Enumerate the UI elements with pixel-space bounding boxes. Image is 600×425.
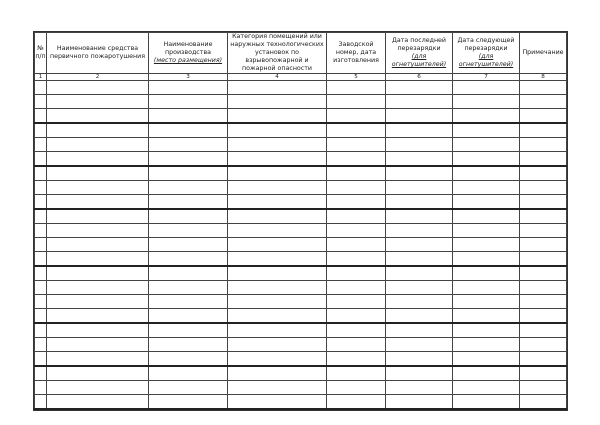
table-cell[interactable] bbox=[453, 123, 520, 138]
table-cell[interactable] bbox=[35, 123, 47, 138]
table-cell[interactable] bbox=[327, 195, 386, 210]
table-row bbox=[35, 323, 567, 338]
table-cell[interactable] bbox=[453, 252, 520, 267]
table-row bbox=[35, 295, 567, 309]
table-cell[interactable] bbox=[228, 195, 327, 210]
table-cell[interactable] bbox=[149, 266, 228, 281]
table-cell[interactable] bbox=[453, 195, 520, 210]
table-cell[interactable] bbox=[149, 381, 228, 395]
table-cell[interactable] bbox=[453, 295, 520, 309]
table-cell[interactable] bbox=[228, 366, 327, 381]
table-cell[interactable] bbox=[47, 266, 149, 281]
table-cell[interactable] bbox=[453, 366, 520, 381]
table-cell[interactable] bbox=[386, 238, 453, 252]
table-cell[interactable] bbox=[386, 281, 453, 295]
table-row bbox=[35, 381, 567, 395]
table-cell[interactable] bbox=[228, 381, 327, 395]
table-cell[interactable] bbox=[386, 166, 453, 181]
column-header-note: (место размещения) bbox=[153, 57, 223, 64]
table-row bbox=[35, 166, 567, 181]
table-cell[interactable] bbox=[327, 123, 386, 138]
table-cell[interactable] bbox=[520, 109, 567, 124]
table-cell[interactable] bbox=[47, 238, 149, 252]
table-cell[interactable] bbox=[149, 338, 228, 352]
table-cell[interactable] bbox=[327, 209, 386, 224]
column-header-production bbox=[149, 33, 228, 74]
table-cell[interactable] bbox=[149, 181, 228, 195]
column-number-row bbox=[35, 74, 567, 81]
table-cell[interactable] bbox=[149, 224, 228, 238]
column-header-equipment-name bbox=[47, 33, 149, 74]
table-cell[interactable] bbox=[327, 295, 386, 309]
table-cell[interactable] bbox=[228, 395, 327, 410]
table-row bbox=[35, 366, 567, 381]
table-cell[interactable] bbox=[35, 195, 47, 210]
column-header-label: Наименование производства bbox=[163, 41, 213, 56]
table-cell[interactable] bbox=[47, 209, 149, 224]
table-cell[interactable] bbox=[47, 295, 149, 309]
column-number: 5 bbox=[327, 74, 386, 81]
table-cell[interactable] bbox=[386, 381, 453, 395]
table-cell[interactable] bbox=[520, 266, 567, 281]
column-header-last-recharge bbox=[386, 33, 453, 74]
table-row bbox=[35, 81, 567, 95]
table-cell[interactable] bbox=[520, 123, 567, 138]
table-cell[interactable] bbox=[386, 224, 453, 238]
table-cell[interactable] bbox=[228, 209, 327, 224]
table-row bbox=[35, 138, 567, 152]
table-cell[interactable] bbox=[386, 395, 453, 410]
table-cell[interactable] bbox=[327, 366, 386, 381]
table-cell[interactable] bbox=[35, 138, 47, 152]
table-cell[interactable] bbox=[149, 81, 228, 95]
table-cell[interactable] bbox=[228, 81, 327, 95]
table-cell[interactable] bbox=[228, 338, 327, 352]
table-cell[interactable] bbox=[327, 152, 386, 167]
table-cell[interactable] bbox=[47, 323, 149, 338]
table-cell[interactable] bbox=[228, 109, 327, 124]
table-row bbox=[35, 252, 567, 267]
table-row bbox=[35, 109, 567, 124]
table-cell[interactable] bbox=[386, 81, 453, 95]
table-cell[interactable] bbox=[47, 109, 149, 124]
table-cell[interactable] bbox=[228, 123, 327, 138]
table-cell[interactable] bbox=[386, 338, 453, 352]
table-cell[interactable] bbox=[47, 152, 149, 167]
table-cell[interactable] bbox=[228, 352, 327, 367]
table-row bbox=[35, 266, 567, 281]
table-cell[interactable] bbox=[520, 381, 567, 395]
column-number: 2 bbox=[47, 74, 149, 81]
column-header-serial-number bbox=[327, 33, 386, 74]
table-cell[interactable] bbox=[47, 281, 149, 295]
table-cell[interactable] bbox=[327, 109, 386, 124]
table-cell[interactable] bbox=[228, 224, 327, 238]
column-header-label: Примечание bbox=[522, 49, 564, 56]
table-cell[interactable] bbox=[453, 224, 520, 238]
table-cell[interactable] bbox=[453, 281, 520, 295]
table-cell[interactable] bbox=[228, 238, 327, 252]
table-cell[interactable] bbox=[386, 295, 453, 309]
table-cell[interactable] bbox=[386, 152, 453, 167]
table-cell[interactable] bbox=[520, 395, 567, 410]
table-row bbox=[35, 123, 567, 138]
table-cell[interactable] bbox=[386, 123, 453, 138]
table-cell[interactable] bbox=[520, 238, 567, 252]
table-cell[interactable] bbox=[386, 309, 453, 324]
table-cell[interactable] bbox=[149, 281, 228, 295]
table-cell[interactable] bbox=[35, 109, 47, 124]
table-cell[interactable] bbox=[47, 81, 149, 95]
table-cell[interactable] bbox=[327, 338, 386, 352]
table-cell[interactable] bbox=[327, 138, 386, 152]
table-cell[interactable] bbox=[327, 252, 386, 267]
table-row bbox=[35, 209, 567, 224]
column-header-label: № п/п bbox=[35, 45, 46, 60]
table-cell[interactable] bbox=[47, 224, 149, 238]
table-row bbox=[35, 338, 567, 352]
table-cell[interactable] bbox=[453, 323, 520, 338]
column-number: 8 bbox=[520, 74, 567, 81]
table-row bbox=[35, 195, 567, 210]
table-cell[interactable] bbox=[327, 281, 386, 295]
table-cell[interactable] bbox=[149, 138, 228, 152]
table-cell[interactable] bbox=[228, 95, 327, 109]
table-cell[interactable] bbox=[453, 238, 520, 252]
table-row bbox=[35, 238, 567, 252]
table-cell[interactable] bbox=[453, 166, 520, 181]
header-row bbox=[35, 33, 567, 74]
table-cell[interactable] bbox=[327, 95, 386, 109]
table-cell[interactable] bbox=[520, 209, 567, 224]
table-row bbox=[35, 281, 567, 295]
table-cell[interactable] bbox=[35, 238, 47, 252]
fire-equipment-log-table bbox=[34, 32, 567, 410]
table-cell[interactable] bbox=[520, 281, 567, 295]
column-number: 4 bbox=[228, 74, 327, 81]
table-cell[interactable] bbox=[386, 323, 453, 338]
table-cell[interactable] bbox=[520, 309, 567, 324]
column-header-label: Категория помещений или наружных технологических установок по взрывопожарной и пожарной опасности bbox=[230, 33, 324, 72]
table-cell[interactable] bbox=[520, 95, 567, 109]
table-cell[interactable] bbox=[520, 166, 567, 181]
table-cell[interactable] bbox=[520, 81, 567, 95]
table-cell[interactable] bbox=[35, 224, 47, 238]
table-cell[interactable] bbox=[453, 266, 520, 281]
table-cell[interactable] bbox=[327, 381, 386, 395]
column-number: 1 bbox=[35, 74, 47, 81]
table-cell[interactable] bbox=[327, 81, 386, 95]
table-cell[interactable] bbox=[386, 181, 453, 195]
table-cell[interactable] bbox=[520, 252, 567, 267]
table-cell[interactable] bbox=[520, 295, 567, 309]
table-cell[interactable] bbox=[520, 195, 567, 210]
table-row bbox=[35, 181, 567, 195]
table-cell[interactable] bbox=[453, 395, 520, 410]
table-cell[interactable] bbox=[520, 138, 567, 152]
table-cell[interactable] bbox=[35, 323, 47, 338]
table-cell[interactable] bbox=[35, 295, 47, 309]
table-cell[interactable] bbox=[386, 352, 453, 367]
table-cell[interactable] bbox=[149, 152, 228, 167]
table-cell[interactable] bbox=[149, 95, 228, 109]
table-cell[interactable] bbox=[386, 95, 453, 109]
column-header-remark bbox=[520, 33, 567, 74]
table-cell[interactable] bbox=[327, 181, 386, 195]
column-header-note: (для огнетушителей) bbox=[391, 53, 447, 68]
table-cell[interactable] bbox=[453, 152, 520, 167]
table-cell[interactable] bbox=[35, 252, 47, 267]
table-cell[interactable] bbox=[453, 95, 520, 109]
table-cell[interactable] bbox=[35, 309, 47, 324]
column-header-category bbox=[228, 33, 327, 74]
column-header-label: Дата последней перезарядки bbox=[391, 37, 447, 52]
table-cell[interactable] bbox=[228, 166, 327, 181]
table-cell[interactable] bbox=[149, 395, 228, 410]
table-cell[interactable] bbox=[149, 238, 228, 252]
table-cell[interactable] bbox=[228, 266, 327, 281]
table-cell[interactable] bbox=[149, 295, 228, 309]
table-cell[interactable] bbox=[520, 152, 567, 167]
column-header-label: Наименование средства первичного пожаротушения bbox=[49, 45, 146, 60]
table-cell[interactable] bbox=[228, 181, 327, 195]
table-cell[interactable] bbox=[386, 252, 453, 267]
table-cell[interactable] bbox=[47, 181, 149, 195]
table-cell[interactable] bbox=[327, 166, 386, 181]
column-number: 6 bbox=[386, 74, 453, 81]
table-cell[interactable] bbox=[327, 224, 386, 238]
table-cell[interactable] bbox=[35, 166, 47, 181]
table-cell[interactable] bbox=[520, 181, 567, 195]
table-cell[interactable] bbox=[386, 209, 453, 224]
table-row bbox=[35, 352, 567, 367]
table-cell[interactable] bbox=[520, 352, 567, 367]
table-cell[interactable] bbox=[149, 352, 228, 367]
table-row bbox=[35, 95, 567, 109]
table-cell[interactable] bbox=[47, 366, 149, 381]
table-cell[interactable] bbox=[35, 181, 47, 195]
table-cell[interactable] bbox=[386, 109, 453, 124]
column-header-label: Дата следующей перезарядки bbox=[457, 37, 515, 52]
table-cell[interactable] bbox=[520, 224, 567, 238]
table-cell[interactable] bbox=[35, 366, 47, 381]
table-cell[interactable] bbox=[327, 309, 386, 324]
table-cell[interactable] bbox=[453, 309, 520, 324]
table-cell[interactable] bbox=[453, 338, 520, 352]
table-cell[interactable] bbox=[228, 309, 327, 324]
table-cell[interactable] bbox=[35, 395, 47, 410]
table-row bbox=[35, 309, 567, 324]
table-cell[interactable] bbox=[327, 352, 386, 367]
table-cell[interactable] bbox=[35, 381, 47, 395]
table-cell[interactable] bbox=[386, 366, 453, 381]
table-row bbox=[35, 152, 567, 167]
table-cell[interactable] bbox=[47, 395, 149, 410]
table-cell[interactable] bbox=[453, 81, 520, 95]
table-cell[interactable] bbox=[327, 395, 386, 410]
table-cell[interactable] bbox=[47, 309, 149, 324]
table-cell[interactable] bbox=[228, 138, 327, 152]
table-cell[interactable] bbox=[47, 138, 149, 152]
table-cell[interactable] bbox=[228, 281, 327, 295]
table-cell[interactable] bbox=[453, 138, 520, 152]
table-cell[interactable] bbox=[47, 381, 149, 395]
table-row bbox=[35, 224, 567, 238]
table-cell[interactable] bbox=[386, 195, 453, 210]
table-cell[interactable] bbox=[35, 152, 47, 167]
table-cell[interactable] bbox=[149, 109, 228, 124]
table-cell[interactable] bbox=[453, 352, 520, 367]
log-form bbox=[34, 32, 566, 394]
table-cell[interactable] bbox=[453, 209, 520, 224]
table-cell[interactable] bbox=[327, 238, 386, 252]
table-cell[interactable] bbox=[35, 352, 47, 367]
table-cell[interactable] bbox=[149, 209, 228, 224]
table-cell[interactable] bbox=[35, 209, 47, 224]
table-cell[interactable] bbox=[149, 252, 228, 267]
table-row bbox=[35, 395, 567, 410]
table-cell[interactable] bbox=[149, 323, 228, 338]
table-cell[interactable] bbox=[35, 95, 47, 109]
table-cell[interactable] bbox=[47, 166, 149, 181]
table-cell[interactable] bbox=[47, 352, 149, 367]
table-cell[interactable] bbox=[47, 95, 149, 109]
table-cell[interactable] bbox=[47, 252, 149, 267]
column-number: 3 bbox=[149, 74, 228, 81]
column-header-label: Заводской номер, дата изготовления bbox=[333, 41, 379, 64]
table-cell[interactable] bbox=[47, 123, 149, 138]
table-cell[interactable] bbox=[520, 366, 567, 381]
table-cell[interactable] bbox=[149, 123, 228, 138]
table-cell[interactable] bbox=[149, 195, 228, 210]
table-cell[interactable] bbox=[453, 181, 520, 195]
table-cell[interactable] bbox=[386, 138, 453, 152]
table-cell[interactable] bbox=[386, 266, 453, 281]
column-header-number bbox=[35, 33, 47, 74]
table-cell[interactable] bbox=[327, 266, 386, 281]
table-body bbox=[35, 81, 567, 410]
column-number: 7 bbox=[453, 74, 520, 81]
column-header-note: (для огнетушителей) bbox=[458, 53, 514, 68]
table-cell[interactable] bbox=[327, 323, 386, 338]
table-cell[interactable] bbox=[47, 338, 149, 352]
table-cell[interactable] bbox=[149, 166, 228, 181]
table-cell[interactable] bbox=[520, 323, 567, 338]
table-cell[interactable] bbox=[149, 309, 228, 324]
table-cell[interactable] bbox=[35, 281, 47, 295]
table-cell[interactable] bbox=[228, 252, 327, 267]
column-header-next-recharge bbox=[453, 33, 520, 74]
table-cell[interactable] bbox=[35, 338, 47, 352]
table-cell[interactable] bbox=[47, 195, 149, 210]
table-cell[interactable] bbox=[228, 295, 327, 309]
table-cell[interactable] bbox=[453, 381, 520, 395]
table-cell[interactable] bbox=[35, 81, 47, 95]
table-cell[interactable] bbox=[520, 338, 567, 352]
table-cell[interactable] bbox=[35, 266, 47, 281]
table-cell[interactable] bbox=[453, 109, 520, 124]
table-cell[interactable] bbox=[149, 366, 228, 381]
table-cell[interactable] bbox=[228, 323, 327, 338]
table-cell[interactable] bbox=[228, 152, 327, 167]
